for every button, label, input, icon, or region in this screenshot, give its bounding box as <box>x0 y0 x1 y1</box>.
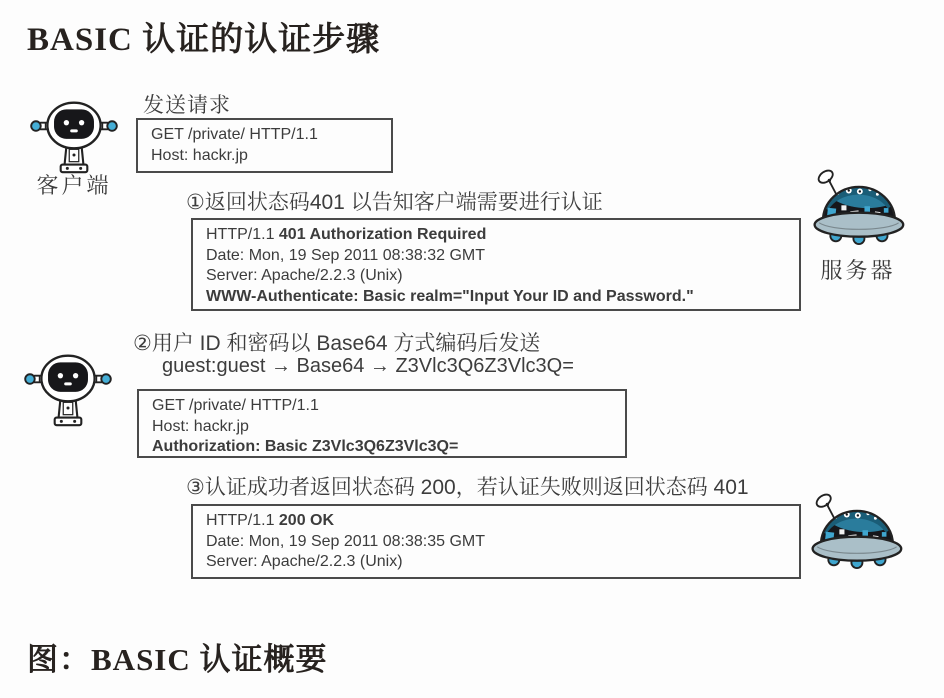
authorization-line: Authorization: Basic Z3Vlc3Q6Z3Vlc3Q= <box>152 438 459 455</box>
http-request-line: GET /private/ HTTP/1.1 <box>151 126 318 143</box>
request-box-authorized <box>137 389 627 458</box>
response-box-200 <box>191 504 801 579</box>
response-box-401 <box>191 218 801 311</box>
http-host-line: Host: hackr.jp <box>152 417 249 435</box>
http-version: HTTP/1.1 <box>206 226 279 243</box>
http-version: HTTP/1.1 <box>206 512 279 529</box>
www-authenticate-line: WWW-Authenticate: Basic realm="Input Your ID and Password." <box>206 287 694 305</box>
http-date-line: Date: Mon, 19 Sep 2011 08:38:35 GMT <box>206 532 485 550</box>
step1-heading: ①返回状态码401 以告知客户端需要进行认证 <box>186 191 603 214</box>
http-request-line: GET /private/ HTTP/1.1 <box>152 397 319 414</box>
http-status-line <box>206 225 789 246</box>
client-label: 客户端 <box>36 173 112 198</box>
http-host-line: Host: hackr.jp <box>151 146 248 164</box>
server-label: 服务器 <box>820 258 896 283</box>
step2-heading: ②用户 ID 和密码以 Base64 方式编码后发送 <box>133 332 541 355</box>
status-200: 200 OK <box>278 512 335 529</box>
client-robot-icon <box>28 97 120 175</box>
http-server-line: Server: Apache/2.2.3 (Unix) <box>206 267 403 284</box>
http-status-line <box>206 511 789 532</box>
request-box-initial <box>136 118 393 173</box>
http-server-line: Server: Apache/2.2.3 (Unix) <box>206 553 403 570</box>
send-request-label: 发送请求 <box>143 94 231 117</box>
client-robot-icon <box>22 350 114 428</box>
status-401: 401 Authorization Required <box>278 226 487 243</box>
step3-heading: ③认证成功者返回状态码 200，若认证失败则返回状态码 401 <box>186 476 749 499</box>
figure-caption: 图：BASIC 认证概要 <box>27 642 328 677</box>
server-robot-icon <box>810 163 906 255</box>
base64-encoding-line: guest:guest → Base64 → Z3Vlc3Q6Z3Vlc3Q= <box>162 355 574 377</box>
http-date-line: Date: Mon, 19 Sep 2011 08:38:32 GMT <box>206 246 485 264</box>
page-title: BASIC 认证的认证步骤 <box>27 22 381 58</box>
server-robot-icon <box>808 487 904 579</box>
